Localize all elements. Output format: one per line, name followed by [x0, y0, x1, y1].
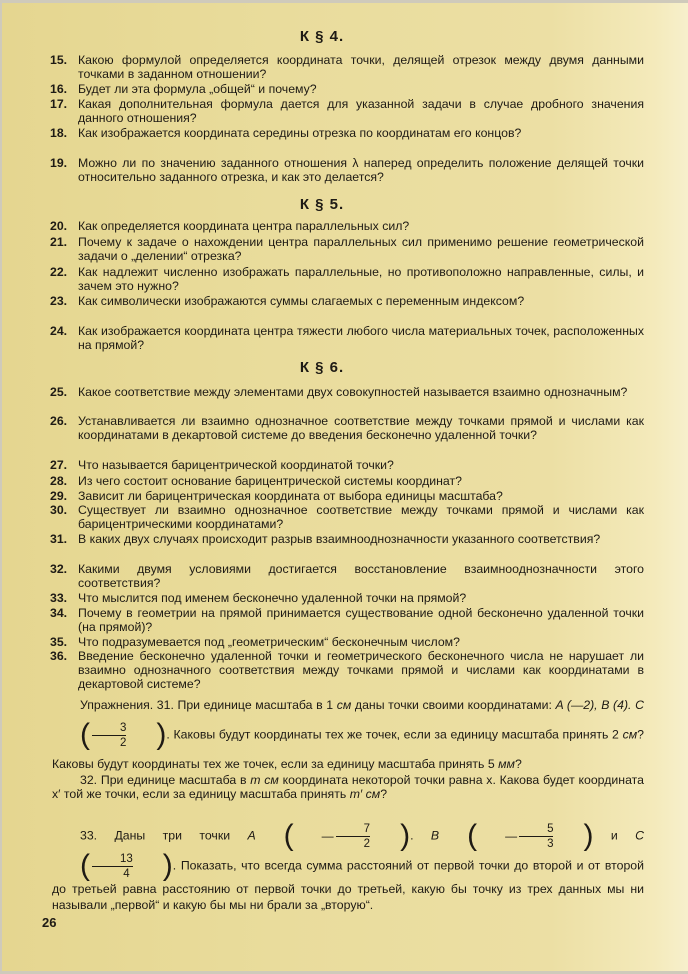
denominator: 2	[363, 837, 371, 850]
question-number: 28.	[50, 474, 68, 488]
conjunction: и	[610, 828, 618, 843]
point-b: B	[430, 828, 440, 843]
question-28	[50, 474, 644, 488]
question-text: Введение бесконечно удаленной точки и геометрического бесконечного числа не нарушает ли взаимно однозначного соответствия между точками прямой и числами как координатами в декартовой системе?	[78, 649, 644, 691]
question-number: 22.	[50, 265, 68, 279]
fraction-a: ( — 7 2 )	[283, 819, 411, 852]
question-number: 35.	[50, 635, 68, 649]
question-text: Какое соответствие между элементами двух совокупностей называется взаимно однозначным?	[78, 385, 628, 399]
denominator: 3	[547, 837, 554, 850]
fraction-c: ( 3 2 )	[80, 718, 167, 751]
question-26	[50, 414, 644, 442]
question-29	[50, 489, 644, 503]
question-number: 29.	[50, 489, 68, 503]
question-31	[50, 532, 644, 546]
exercise-text: ?	[380, 787, 388, 801]
question-number: 15.	[50, 53, 68, 67]
denominator: 2	[120, 736, 127, 749]
question-number: 31.	[50, 532, 68, 546]
unit-cm: см	[622, 727, 638, 742]
question-text: Что мыслится под именем бесконечно удаленной точки на прямой?	[78, 591, 467, 605]
page-number: 26	[42, 915, 57, 930]
exercise-lead: Упражнения. 31. При единице масштаба в 1	[80, 698, 334, 712]
book-page	[2, 3, 688, 971]
question-34	[50, 606, 644, 634]
question-number: 25.	[50, 385, 68, 399]
question-22	[50, 265, 644, 293]
question-number: 19.	[50, 156, 68, 170]
unit-m-cm: m см	[250, 773, 279, 787]
question-number: 24.	[50, 324, 68, 338]
question-text: Как изображается координата центра тяжести любого числа материальных точек, расположенных на прямой?	[78, 324, 644, 352]
question-number: 26.	[50, 414, 68, 428]
fraction-b: ( — 5 3 )	[467, 819, 594, 852]
numerator: 3	[120, 721, 127, 734]
fraction-c: ( 13 4 )	[80, 849, 173, 882]
question-text: Почему к задаче о нахождении центра параллельных сил применимо решение геометрической задачи о „делении“ отрезка?	[78, 235, 644, 263]
point-b: B (4).	[601, 698, 632, 712]
unit-m-prime-cm: m′ см	[349, 787, 381, 801]
question-number: 17.	[50, 97, 68, 111]
question-text: Как символически изображаются суммы слагаемых с переменным индексом?	[78, 294, 525, 308]
denominator: 4	[123, 867, 130, 880]
section-heading-5: К § 5.	[299, 196, 345, 213]
question-16	[50, 82, 644, 96]
question-text: Устанавливается ли взаимно однозначное соответствие между точками прямой и числами как координатами в декартовой системе до введения бесконечно удаленной точки?	[78, 414, 644, 442]
exercise-32	[52, 773, 644, 801]
question-text: Почему в геометрии на прямой принимается существование одной бесконечно удаленной точки (на прямой)?	[78, 606, 644, 634]
exercise-text: даны точки своими координатами:	[354, 698, 552, 712]
question-15	[50, 53, 644, 81]
point-c: C	[635, 828, 644, 843]
question-25	[50, 385, 644, 399]
question-number: 23.	[50, 294, 68, 308]
exercise-text: . Показать, что всегда сумма расстояний от первой точки до второй и от второй до третьей равна расстоянию от первой точки до третьей, какую бы точку из трех данных мы ни называли „первой“ и какую бы мы ни брали за „вторую“.	[52, 858, 644, 912]
question-18	[50, 126, 644, 140]
point-a: A (—2),	[555, 698, 598, 712]
exercise-text: ? Каковы будут координаты тех же точек, если за единицу масштаба принять 5	[52, 727, 644, 771]
question-text: Будет ли эта формула „общей“ и почему?	[78, 82, 317, 96]
question-text: Как определяется координата центра параллельных сил?	[78, 219, 410, 233]
question-number: 32.	[50, 562, 68, 576]
numerator: 5	[547, 822, 554, 835]
question-number: 18.	[50, 126, 68, 140]
question-number: 34.	[50, 606, 68, 620]
question-number: 30.	[50, 503, 68, 517]
question-20	[50, 219, 644, 233]
exercise-text: координата некоторой точки равна x. Какова будет координата x′ той же точки, если за единицу масштаба принять	[52, 773, 644, 801]
question-text: Что подразумевается под „геометрическим“ бесконечным числом?	[78, 635, 460, 649]
question-text: Как изображается координата середины отрезка по координатам его концов?	[78, 126, 522, 140]
question-27	[50, 458, 644, 472]
exercise-text: . Каковы будут координаты тех же точек, если за единицу масштаба принять 2	[166, 727, 619, 742]
question-21	[50, 235, 644, 263]
numerator: 7	[363, 822, 371, 835]
question-36	[50, 649, 644, 691]
exercise-lead: 33. Даны три точки	[80, 828, 231, 843]
question-number: 16.	[50, 82, 68, 96]
question-number: 36.	[50, 649, 68, 663]
point-a: A	[247, 828, 256, 843]
question-text: Какая дополнительная формула дается для указанной задачи в случае дробного значения данного отношения?	[78, 97, 644, 125]
question-32	[50, 562, 644, 590]
exercise-33: 33. Даны три точки A ( — 7 2 ) . B ( — 5 3 ) и C ( 13 4 ) . Показать, что всегда сумма расстояний от первой точки до второй и от второй до третьей равна расстоянию от первой точки до третьей, какую бы точку из трех данных мы ни называли „первой“ и какую бы мы ни брали за „вторую“.	[52, 819, 644, 912]
question-number: 21.	[50, 235, 68, 249]
question-number: 33.	[50, 591, 68, 605]
question-23	[50, 294, 644, 308]
question-number: 27.	[50, 458, 68, 472]
question-text: В каких двух случаях происходит разрыв взаимнооднозначности указанного соответствия?	[78, 532, 601, 546]
question-text: Что называется барицентрической координатой точки?	[78, 458, 394, 472]
question-text: Зависит ли барицентрическая координата от выбора единицы масштаба?	[78, 489, 503, 503]
question-text: Как надлежит численно изображать параллельные, но противоположно направленные, силы, и зачем это нужно?	[78, 265, 644, 293]
section-heading-4: К § 4.	[299, 28, 345, 45]
exercise-text: ?	[515, 757, 522, 771]
point-c: C	[635, 698, 644, 712]
exercise-31	[52, 691, 644, 779]
question-number: 20.	[50, 219, 68, 233]
question-33	[50, 591, 644, 605]
unit-cm: см	[336, 698, 352, 712]
numerator: 13	[120, 852, 133, 865]
question-text: Существует ли взаимно однозначное соответствие между точками прямой и числами как барицентрическими координатами?	[78, 503, 644, 531]
question-text: Можно ли по значению заданного отношения λ наперед определить положение делящей точки относительно заданного отрезка, и как это делается?	[78, 156, 644, 184]
question-text: Какою формулой определяется координата точки, делящей отрезок между двумя данными точками в заданном отношении?	[78, 53, 644, 81]
question-24	[50, 324, 644, 352]
question-35	[50, 635, 644, 649]
exercise-text: 32. При единице масштаба в	[80, 773, 247, 787]
question-17	[50, 97, 644, 125]
section-heading-6: К § 6.	[299, 359, 345, 376]
question-text: Из чего состоит основание барицентрической системы координат?	[78, 474, 462, 488]
unit-mm: мм	[498, 757, 515, 771]
question-19	[50, 156, 644, 184]
question-30	[50, 503, 644, 531]
question-text: Какими двумя условиями достигается восстановление взаимнооднозначности этого соответствия?	[78, 562, 644, 590]
